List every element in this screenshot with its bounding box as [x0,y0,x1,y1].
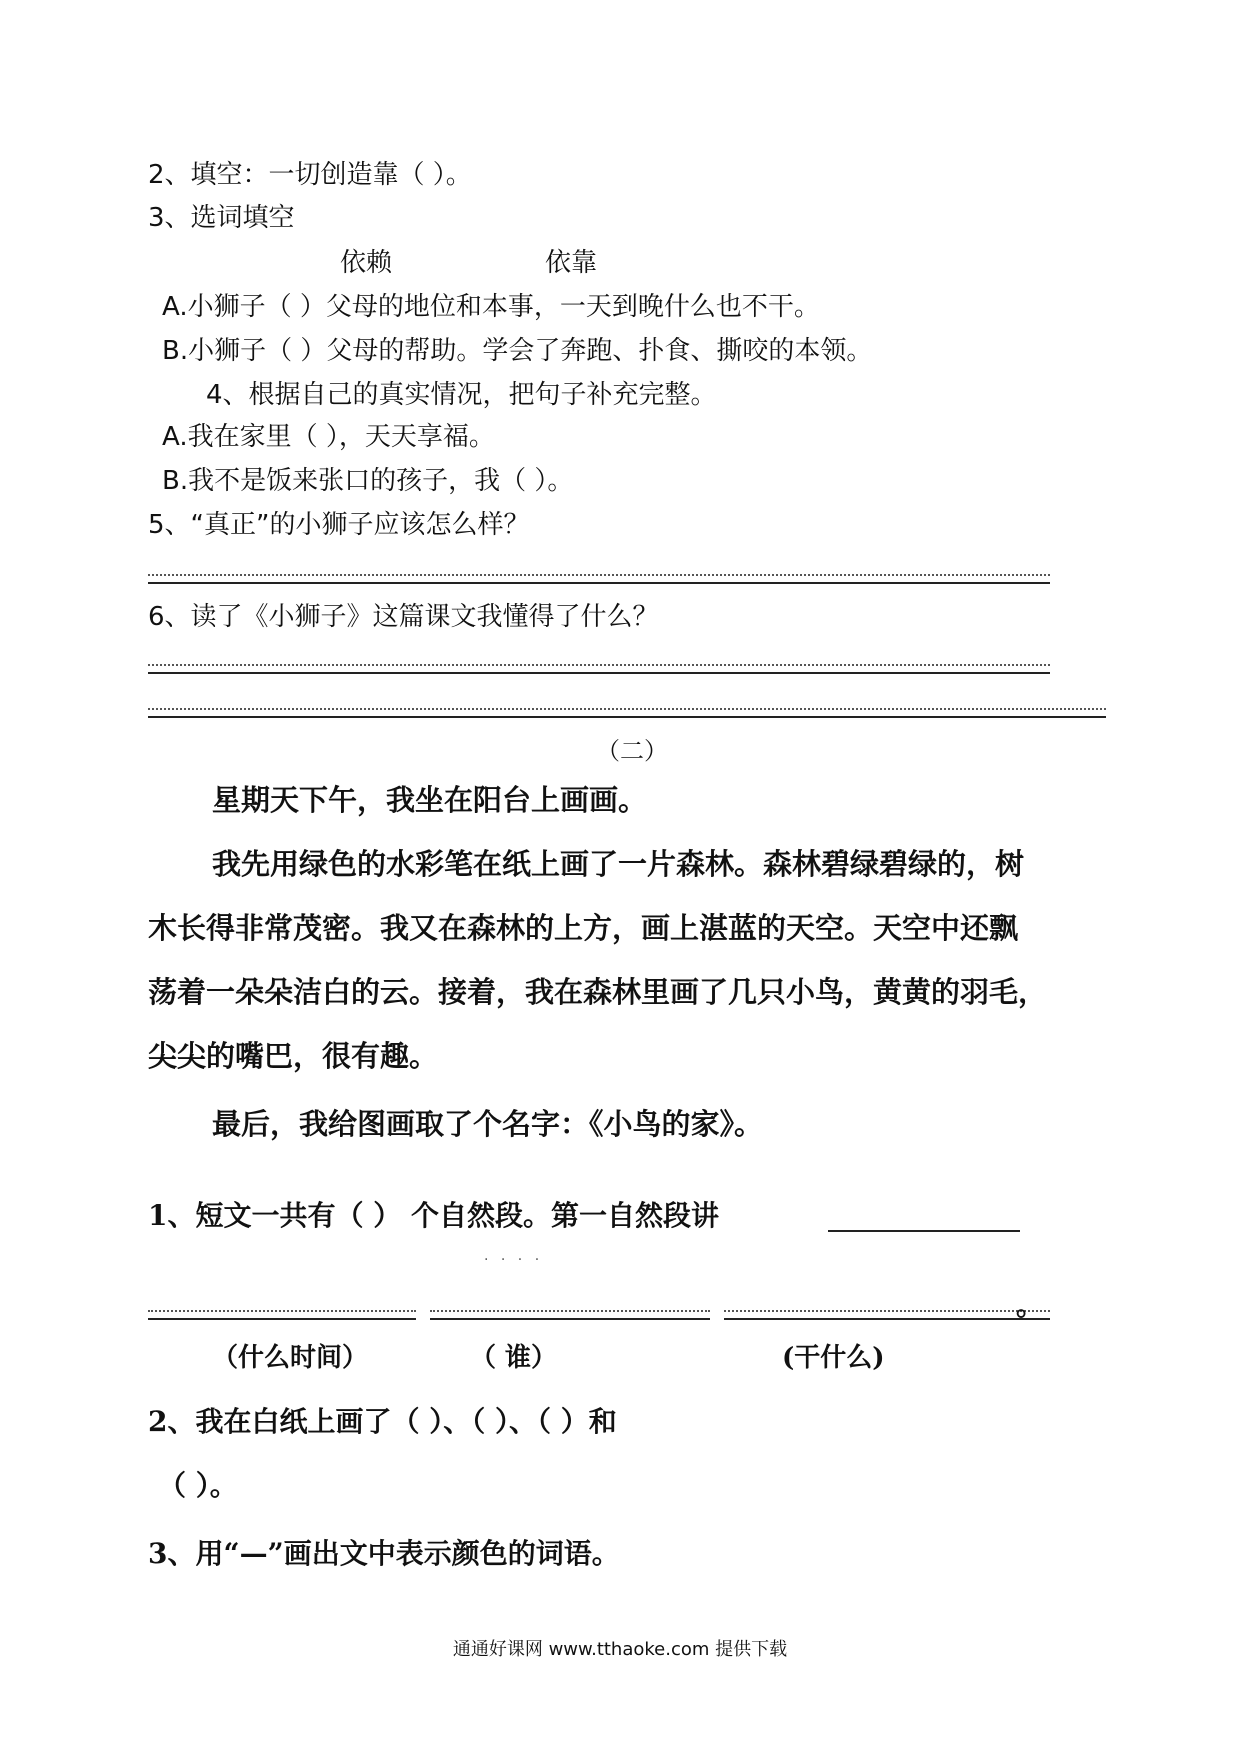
passage-paragraph-2-line-1: 我先用绿色的水彩笔在纸上画了一片森林。森林碧绿碧绿的，树 [212,847,1025,881]
passage-paragraph-3: 最后，我给图画取了个名字：《小鸟的家》。 [212,1107,764,1141]
word-choice-1: 依赖 [340,248,393,278]
question-4-title: 4、根据自己的真实情况，把句子补充完整。 [206,380,717,410]
question-4-sentence-b: B.我不是饭来张口的孩子，我（ ）。 [162,466,574,496]
answer-line-what [724,1318,1050,1320]
word-choice-2: 依靠 [545,248,598,278]
part2-question-2-line-1: 2、我在白纸上画了（ ）、（ ）、（ ）和 [148,1405,617,1438]
passage-paragraph-2-line-3: 荡着一朵朵洁白的云。接着，我在森林里画了几只小鸟，黄黄的羽毛， [148,975,1048,1009]
q1-period: 。 [1016,1289,1045,1322]
question-3-sentence-b: B.小狮子（ ）父母的帮助。学会了奔跑、扑食、撕咬的本领。 [162,336,873,366]
answer-line-q6-2 [148,716,1106,718]
question-3-title: 3、选词填空 [148,203,295,233]
decorative-dots: · · · · [484,1252,544,1268]
part2-question-2-line-2: （ ）。 [158,1469,238,1502]
answer-line-q5 [148,582,1050,584]
question-2-fill-blank: 2、填空：一切创造靠（ ）。 [148,160,472,190]
label-when: （什么时间） [212,1343,369,1373]
label-who: （ 谁） [470,1343,558,1373]
part2-question-3: 3、用“—”画出文中表示颜色的词语。 [148,1537,620,1570]
answer-line-when [148,1318,416,1320]
passage-paragraph-2-line-2: 木长得非常茂密。我又在森林的上方，画上湛蓝的天空。天空中还飘 [148,911,1019,945]
answer-line-who [430,1318,710,1320]
part2-question-1: 1、短文一共有（ ） 个自然段。第一自然段讲 [148,1199,719,1232]
question-5: 5、“真正”的小狮子应该怎么样？ [148,510,530,540]
answer-line-q6-1 [148,672,1050,674]
footer-credit: 通通好课网 www.tthaoke.com 提供下载 [452,1639,788,1660]
label-what: (干什么) [782,1343,885,1373]
question-6: 6、读了《小狮子》这篇课文我懂得了什么？ [148,602,659,632]
answer-line-q1-topic [828,1230,1020,1232]
section-title: （二） [596,737,668,765]
question-4-sentence-a: A.我在家里（ ），天天享福。 [162,422,495,452]
passage-paragraph-2-line-4: 尖尖的嘴巴，很有趣。 [148,1039,439,1073]
passage-paragraph-1: 星期天下午，我坐在阳台上画画。 [212,783,648,817]
question-3-sentence-a: A.小狮子（ ）父母的地位和本事，一天到晚什么也不干。 [162,292,820,322]
